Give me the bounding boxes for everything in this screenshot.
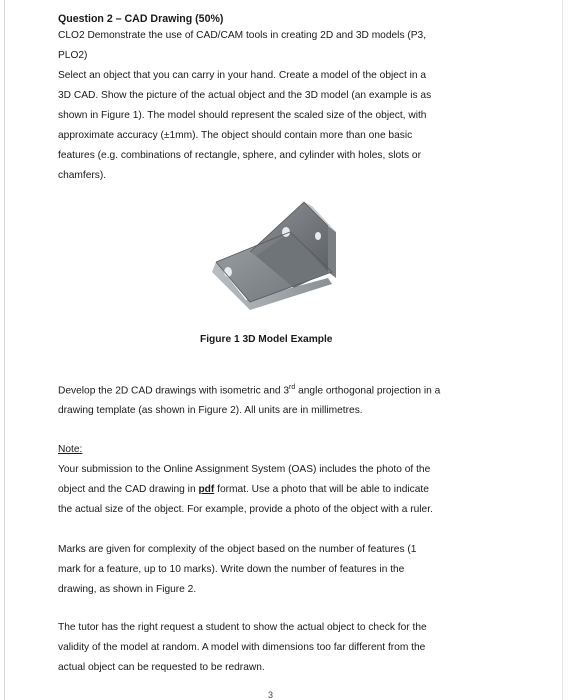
page-right-edge: [562, 0, 563, 700]
clo-line-2: PLO2): [58, 50, 88, 61]
para1-line-1: Select an object that you can carry in your hand. Create a model of the object in a: [58, 70, 427, 81]
marks-line-3: drawing, as shown in Figure 2.: [58, 584, 197, 595]
marks-line-1: Marks are given for complexity of the object based on the number of features (1: [58, 544, 417, 555]
note-line-2-rest: format. Use a photo that will be able to indicate: [214, 484, 429, 495]
tutor-block: [58, 618, 508, 678]
develop-line-1-text: Develop the 2D CAD drawings with isometric and 3: [58, 385, 290, 397]
note-label: Note:: [58, 444, 83, 455]
page-number: 3: [268, 690, 274, 700]
develop-line-1-rest: angle orthogonal projection in a: [295, 385, 441, 397]
figure-3d-model: [200, 192, 350, 332]
tutor-line-3: actual object can be requested to be redrawn.: [58, 662, 265, 673]
note-block: [58, 440, 508, 520]
develop-line-2: drawing template (as shown in Figure 2). All units are in millimetres.: [58, 405, 363, 417]
para1-line-6: chamfers).: [58, 170, 107, 181]
para1-line-4: approximate accuracy (±1mm). The object should contain more than one basic: [58, 130, 413, 141]
tutor-line-2: validity of the model at random. A model with dimensions too far different from the: [58, 642, 426, 653]
develop-line-1: [58, 378, 508, 401]
question-title: Question 2 – CAD Drawing (50%): [58, 13, 224, 25]
note-line-3: the actual size of the object. For example, provide a photo of the object with a ruler.: [58, 504, 433, 515]
marks-line-2: mark for a feature, up to 10 marks). Write down the number of features in the: [58, 564, 405, 575]
para1-line-3: shown in Figure 1). The model should represent the scaled size of the object, with: [58, 110, 427, 121]
question-block: [58, 12, 498, 186]
tutor-line-1: The tutor has the right request a student to show the actual object to check for the: [58, 622, 427, 633]
l-bracket-model-image: [200, 192, 350, 332]
figure-caption: Figure 1 3D Model Example: [200, 334, 333, 345]
marks-block: [58, 540, 508, 600]
para1-line-2: 3D CAD. Show the picture of the actual object and the 3D model (an example is as: [58, 90, 432, 101]
para1-line-5: features (e.g. combinations of rectangle, sphere, and cylinder with holes, slots or: [58, 150, 421, 161]
page-left-edge: [4, 0, 5, 700]
develop-block: [58, 378, 508, 421]
note-line-2-text: object and the CAD drawing in: [58, 484, 199, 495]
note-line-2: [58, 480, 508, 500]
clo-line-1: CLO2 Demonstrate the use of CAD/CAM tools in creating 2D and 3D models (P3,: [58, 30, 427, 41]
develop-superscript: rd: [289, 384, 296, 391]
pdf-emphasis: pdf: [198, 484, 215, 495]
note-line-1: Your submission to the Online Assignment System (OAS) includes the photo of the: [58, 464, 431, 475]
